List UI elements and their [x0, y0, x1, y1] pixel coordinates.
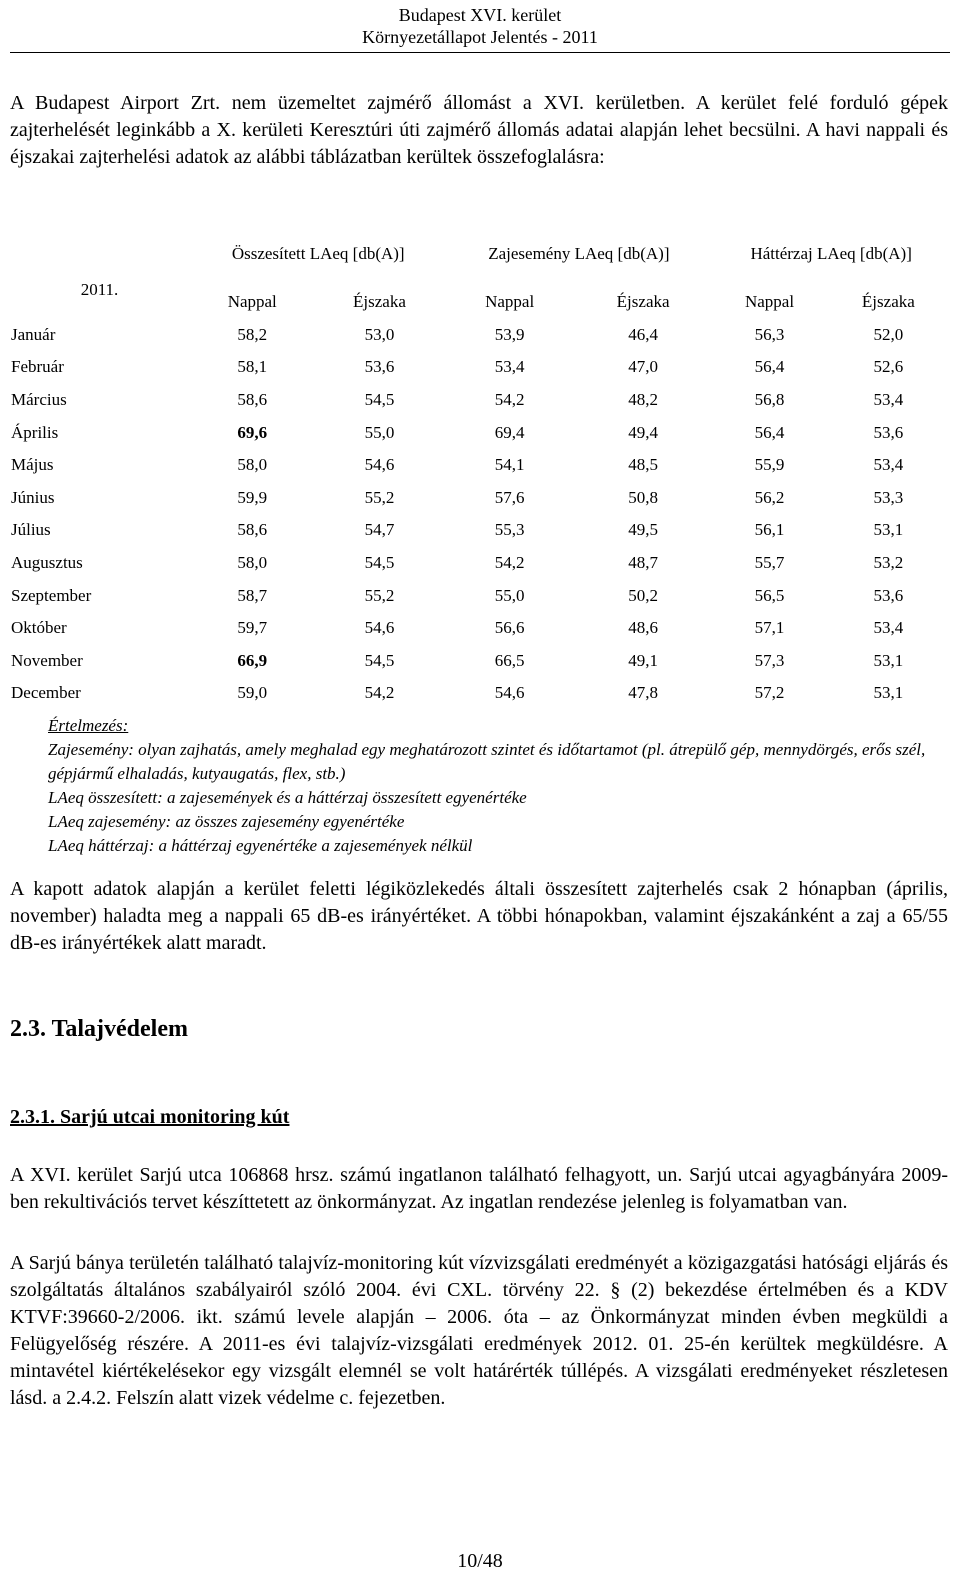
value-cell: 56,3: [754, 324, 785, 344]
legend-line: LAeq összesített: a zajesemények és a háttérzaj összesített egyenértéke: [48, 788, 527, 807]
value-cell: 56,1: [754, 520, 785, 540]
value-cell-highlight: 69,6: [237, 422, 268, 442]
value-cell: 56,5: [754, 585, 785, 605]
value-cell: 54,2: [494, 390, 525, 410]
value-cell: 56,2: [754, 487, 785, 507]
value-cell-highlight: 66,9: [237, 650, 268, 670]
value-cell: 58,0: [237, 455, 268, 475]
value-cell: 53,6: [873, 422, 904, 442]
legend-line: LAeq háttérzaj: a háttérzaj egyenértéke a zajesemények nélkül: [48, 836, 473, 855]
month-cell: November: [11, 650, 83, 670]
value-cell: 54,1: [494, 455, 525, 475]
page-number: 10/48: [457, 1550, 503, 1572]
body-paragraph-2: A Sarjú bánya területén található talajvíz-monitoring kút vízvizsgálati eredményét a közigazgatási hatósági eljárás és szolgáltatás általános szabályairól szóló 2004. évi CXL. törvény 22. § (2) bekezdése értelmében és a KDV KTVF:39660-2/2006. ikt. számú levele alapján – 2006. óta – az Önkormányzat minden évben megküldi a Felügyelőség részére. A 2011-es évi talajvíz-vizsgálati eredmények 2012. 01. 25-én kerültek megküldésre. A mintavétel kiértékelésekor egy vizsgált elemnél se volt határérték túllépés. A vizsgálati eredményeket részletesen lásd. a 2.4.2. Felszín alatt vizek védelme c. fejezetben.: [10, 1252, 948, 1409]
table-row: [8, 579, 950, 612]
value-cell: 53,4: [873, 618, 904, 638]
value-cell: 50,8: [628, 487, 658, 507]
month-cell: Április: [11, 422, 59, 442]
value-cell: 55,0: [494, 585, 525, 605]
value-cell: 54,6: [494, 683, 525, 703]
value-cell: 54,7: [364, 520, 395, 540]
table-row: [8, 677, 950, 710]
month-cell: Március: [11, 390, 67, 410]
month-cell: Február: [11, 357, 64, 377]
group-header-total: Összesített LAeq [db(A)]: [231, 244, 405, 263]
value-cell: 47,0: [628, 357, 658, 377]
table-row: [8, 384, 950, 417]
month-cell: December: [11, 683, 81, 703]
value-cell: 48,2: [628, 390, 658, 410]
group-header-background: Háttérzaj LAeq [db(A)]: [750, 244, 912, 263]
value-cell: 53,6: [873, 585, 904, 605]
value-cell: 46,4: [628, 324, 658, 344]
header-divider: [10, 52, 950, 53]
subheader-night: Éjszaka: [353, 292, 406, 312]
value-cell: 48,6: [628, 618, 658, 638]
value-cell: 54,6: [364, 455, 395, 475]
value-cell: 55,2: [364, 487, 395, 507]
value-cell: 56,4: [754, 422, 785, 442]
value-cell: 56,4: [754, 357, 785, 377]
table-row: [8, 351, 950, 384]
table-row: [8, 449, 950, 482]
header-title: Budapest XVI. kerület: [398, 5, 562, 25]
section-heading: 2.3. Talajvédelem: [10, 1016, 188, 1042]
value-cell: 52,6: [873, 357, 904, 377]
value-cell: 55,7: [754, 553, 785, 573]
subsection-heading: 2.3.1. Sarjú utcai monitoring kút: [10, 1106, 290, 1128]
value-cell: 53,9: [494, 324, 525, 344]
subheader-day: Nappal: [227, 292, 277, 312]
month-cell: Május: [11, 455, 54, 475]
value-cell: 58,2: [237, 324, 268, 344]
intro-paragraph: A Budapest Airport Zrt. nem üzemeltet zajmérő állomást a XVI. kerületben. A kerület felé forduló gépek zajterhelését leginkább a X. kerületi Keresztúri úti zajmérő állomás adatai alapján lehet becsülni. A havi nappali és éjszakai zajterhelési adatok az alábbi táblázatban kerültek összefoglalásra:: [10, 92, 948, 168]
value-cell: 53,4: [873, 455, 904, 475]
value-cell: 59,7: [237, 618, 268, 638]
table-row: [8, 482, 950, 515]
table-row: [8, 514, 950, 547]
value-cell: 49,1: [628, 650, 658, 670]
value-cell: 54,6: [364, 618, 395, 638]
legend-block: [48, 714, 948, 858]
month-cell: Augusztus: [11, 553, 83, 573]
value-cell: 57,1: [754, 618, 785, 638]
group-header-event: Zajesemény LAeq [db(A)]: [488, 244, 670, 263]
value-cell: 56,8: [754, 390, 785, 410]
value-cell: 58,6: [237, 390, 268, 410]
value-cell: 49,4: [628, 422, 658, 442]
value-cell: 55,2: [364, 585, 395, 605]
value-cell: 53,0: [364, 324, 395, 344]
table-row: [8, 319, 950, 352]
value-cell: 57,6: [494, 487, 525, 507]
conclusion-paragraph: A kapott adatok alapján a kerület feletti légiközlekedés általi összesített zajterhelés csak 2 hónapban (április, november) haladta meg a nappali 65 dB-es irányértéket. A többi hónapokban, valamint éjszakánként a zaj a 65/55 dB-es irányértékek alatt maradt.: [10, 878, 948, 954]
month-cell: Szeptember: [11, 585, 92, 605]
value-cell: 59,0: [237, 683, 268, 703]
value-cell: 58,1: [237, 357, 268, 377]
value-cell: 53,3: [873, 487, 904, 507]
body-paragraph-1: A XVI. kerület Sarjú utca 106868 hrsz. számú ingatlanon található felhagyott, un. Sarjú utcai agyagbányára 2009-ben rekultivációs tervet készíttetett az önkormányzat. Az ingatlan rendezése jelenleg is folyamatban van.: [10, 1164, 948, 1213]
value-cell: 53,2: [873, 553, 904, 573]
value-cell: 53,6: [364, 357, 395, 377]
noise-table: [8, 222, 950, 710]
value-cell: 53,1: [873, 520, 904, 540]
value-cell: 53,1: [873, 683, 904, 703]
value-cell: 54,2: [494, 553, 525, 573]
value-cell: 55,0: [364, 422, 395, 442]
value-cell: 69,4: [494, 422, 525, 442]
value-cell: 54,5: [364, 650, 395, 670]
value-cell: 57,3: [754, 650, 785, 670]
value-cell: 66,5: [494, 650, 525, 670]
value-cell: 54,2: [364, 683, 395, 703]
value-cell: 54,5: [364, 553, 395, 573]
page-header: [0, 4, 960, 48]
value-cell: 58,7: [237, 585, 268, 605]
value-cell: 49,5: [628, 520, 658, 540]
value-cell: 58,6: [237, 520, 268, 540]
value-cell: 58,0: [237, 553, 268, 573]
table-row: [8, 645, 950, 678]
value-cell: 48,7: [628, 553, 658, 573]
table-row: [8, 547, 950, 580]
value-cell: 52,0: [873, 324, 904, 344]
legend-title: Értelmezés:: [48, 716, 129, 735]
value-cell: 59,9: [237, 487, 268, 507]
subheader-day: Nappal: [485, 292, 535, 312]
value-cell: 47,8: [628, 683, 658, 703]
legend-line: Zajesemény: olyan zajhatás, amely meghalad egy meghatározott szintet és időtartamot (pl. átrepülő gép, mennydörgés, erős szél, gépjármű elhaladás, kutyaugatás, flex, stb.): [48, 740, 926, 783]
month-cell: Január: [11, 324, 56, 344]
subheader-night: Éjszaka: [616, 292, 670, 312]
value-cell: 55,9: [754, 455, 785, 475]
value-cell: 53,1: [873, 650, 904, 670]
value-cell: 54,5: [364, 390, 395, 410]
value-cell: 53,4: [494, 357, 525, 377]
value-cell: 57,2: [754, 683, 785, 703]
header-subtitle: Környezetállapot Jelentés - 2011: [362, 27, 598, 47]
value-cell: 48,5: [628, 455, 658, 475]
table-row: [8, 416, 950, 449]
value-cell: 56,6: [494, 618, 525, 638]
legend-line: LAeq zajesemény: az összes zajesemény egyenértéke: [48, 812, 405, 831]
subheader-night: Éjszaka: [861, 292, 915, 312]
table-year-header: 2011.: [80, 279, 119, 299]
value-cell: 53,4: [873, 390, 904, 410]
table-row: [8, 612, 950, 645]
value-cell: 55,3: [494, 520, 525, 540]
month-cell: Június: [11, 487, 55, 507]
subheader-day: Nappal: [744, 292, 795, 312]
month-cell: Július: [11, 520, 51, 540]
value-cell: 50,2: [628, 585, 658, 605]
month-cell: Október: [11, 618, 67, 638]
